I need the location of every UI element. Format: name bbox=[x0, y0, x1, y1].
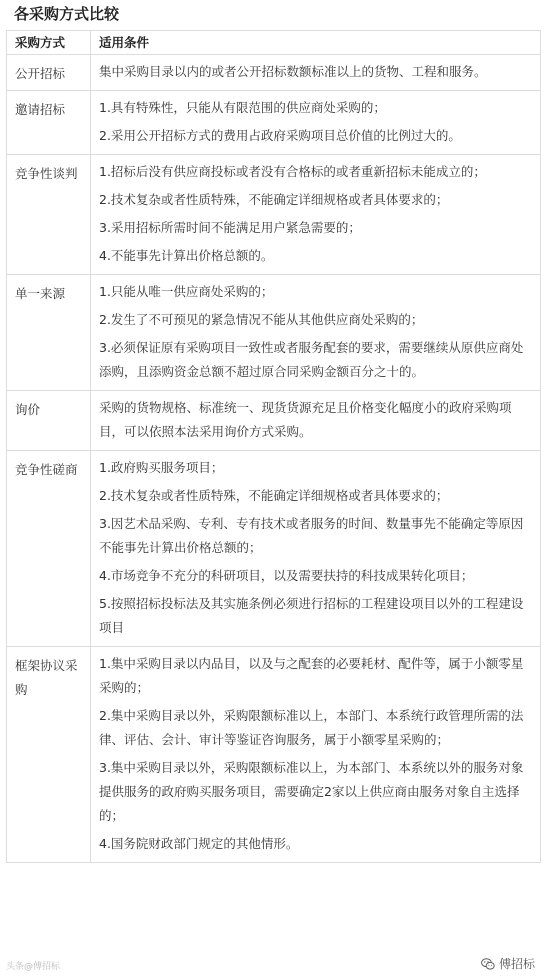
condition-item: 3.必须保证原有采购项目一致性或者服务配套的要求，需要继续从原供应商处添购，且添购资金总额不超过原合同采购金额百分之十的。 bbox=[99, 340, 524, 379]
condition-item: 3.因艺术品采购、专利、专有技术或者服务的时间、数量事先不能确定等原因不能事先计算出价格总额的； bbox=[99, 516, 524, 555]
condition-item: 集中采购目录以内的或者公开招标数额标准以上的货物、工程和服务。 bbox=[99, 64, 487, 79]
condition-item: 4.市场竞争不充分的科研项目，以及需要扶持的科技成果转化项目； bbox=[99, 568, 474, 583]
table-row bbox=[7, 391, 541, 451]
condition-item: 采购的货物规格、标准统一、现货货源充足且价格变化幅度小的政府采购项目，可以依照本法采用询价方式采购。 bbox=[99, 400, 512, 439]
condition-item: 2.技术复杂或者性质特殊，不能确定详细规格或者具体要求的； bbox=[99, 488, 449, 503]
condition-item: 2.发生了不可预见的紧急情况不能从其他供应商处采购的； bbox=[99, 312, 424, 327]
condition-item: 3.集中采购目录以外，采购限额标准以上，为本部门、本系统以外的服务对象提供服务的政府购买服务项目，需要确定2家以上供应商由服务对象自主选择的； bbox=[99, 760, 524, 823]
watermark-right-label: 傅招标 bbox=[498, 957, 535, 971]
condition-item: 1.招标后没有供应商投标或者没有合格标的或者重新招标未能成立的； bbox=[99, 164, 486, 179]
condition-item: 2.集中采购目录以外，采购限额标准以上，本部门、本系统行政管理所需的法律、评估、会计、审计等鉴证咨询服务，属于小额零星采购的； bbox=[99, 708, 524, 747]
header-conditions: 适用条件 bbox=[91, 31, 541, 55]
method-cell: 竞争性磋商 bbox=[7, 451, 91, 647]
table-body bbox=[7, 55, 541, 863]
condition-item: 4.不能事先计算出价格总额的。 bbox=[99, 248, 274, 263]
watermark-left: 头条@傅招标 bbox=[6, 962, 61, 972]
comparison-table bbox=[6, 30, 541, 863]
document-title: 各采购方式比较 bbox=[14, 5, 120, 23]
wechat-icon bbox=[481, 957, 495, 971]
method-cell: 框架协议采购 bbox=[7, 647, 91, 863]
condition-item: 1.只能从唯一供应商处采购的； bbox=[99, 284, 274, 299]
method-cell: 单一来源 bbox=[7, 275, 91, 391]
condition-item: 1.集中采购目录以内品目，以及与之配套的必要耗材、配件等，属于小额零星采购的； bbox=[99, 656, 524, 695]
condition-item: 1.政府购买服务项目； bbox=[99, 460, 224, 475]
conditions-cell bbox=[91, 91, 541, 155]
conditions-cell bbox=[91, 55, 541, 91]
method-cell: 邀请招标 bbox=[7, 91, 91, 155]
conditions-cell bbox=[91, 275, 541, 391]
table-row bbox=[7, 55, 541, 91]
table-row bbox=[7, 155, 541, 275]
condition-item: 4.国务院财政部门规定的其他情形。 bbox=[99, 836, 299, 851]
conditions-cell bbox=[91, 451, 541, 647]
method-cell: 公开招标 bbox=[7, 55, 91, 91]
table-row bbox=[7, 275, 541, 391]
watermark-right bbox=[481, 955, 535, 973]
conditions-cell bbox=[91, 647, 541, 863]
table-row bbox=[7, 647, 541, 863]
table-header-row bbox=[7, 31, 541, 55]
conditions-cell bbox=[91, 391, 541, 451]
table-row bbox=[7, 451, 541, 647]
conditions-cell bbox=[91, 155, 541, 275]
header-method: 采购方式 bbox=[7, 31, 91, 55]
condition-item: 1.具有特殊性，只能从有限范围的供应商处采购的； bbox=[99, 100, 386, 115]
condition-item: 5.按照招标投标法及其实施条例必须进行招标的工程建设项目以外的工程建设项目 bbox=[99, 596, 524, 635]
method-cell: 竞争性谈判 bbox=[7, 155, 91, 275]
table-row bbox=[7, 91, 541, 155]
condition-item: 2.技术复杂或者性质特殊，不能确定详细规格或者具体要求的； bbox=[99, 192, 449, 207]
method-cell: 询价 bbox=[7, 391, 91, 451]
condition-item: 2.采用公开招标方式的费用占政府采购项目总价值的比例过大的。 bbox=[99, 128, 461, 143]
condition-item: 3.采用招标所需时间不能满足用户紧急需要的； bbox=[99, 220, 361, 235]
